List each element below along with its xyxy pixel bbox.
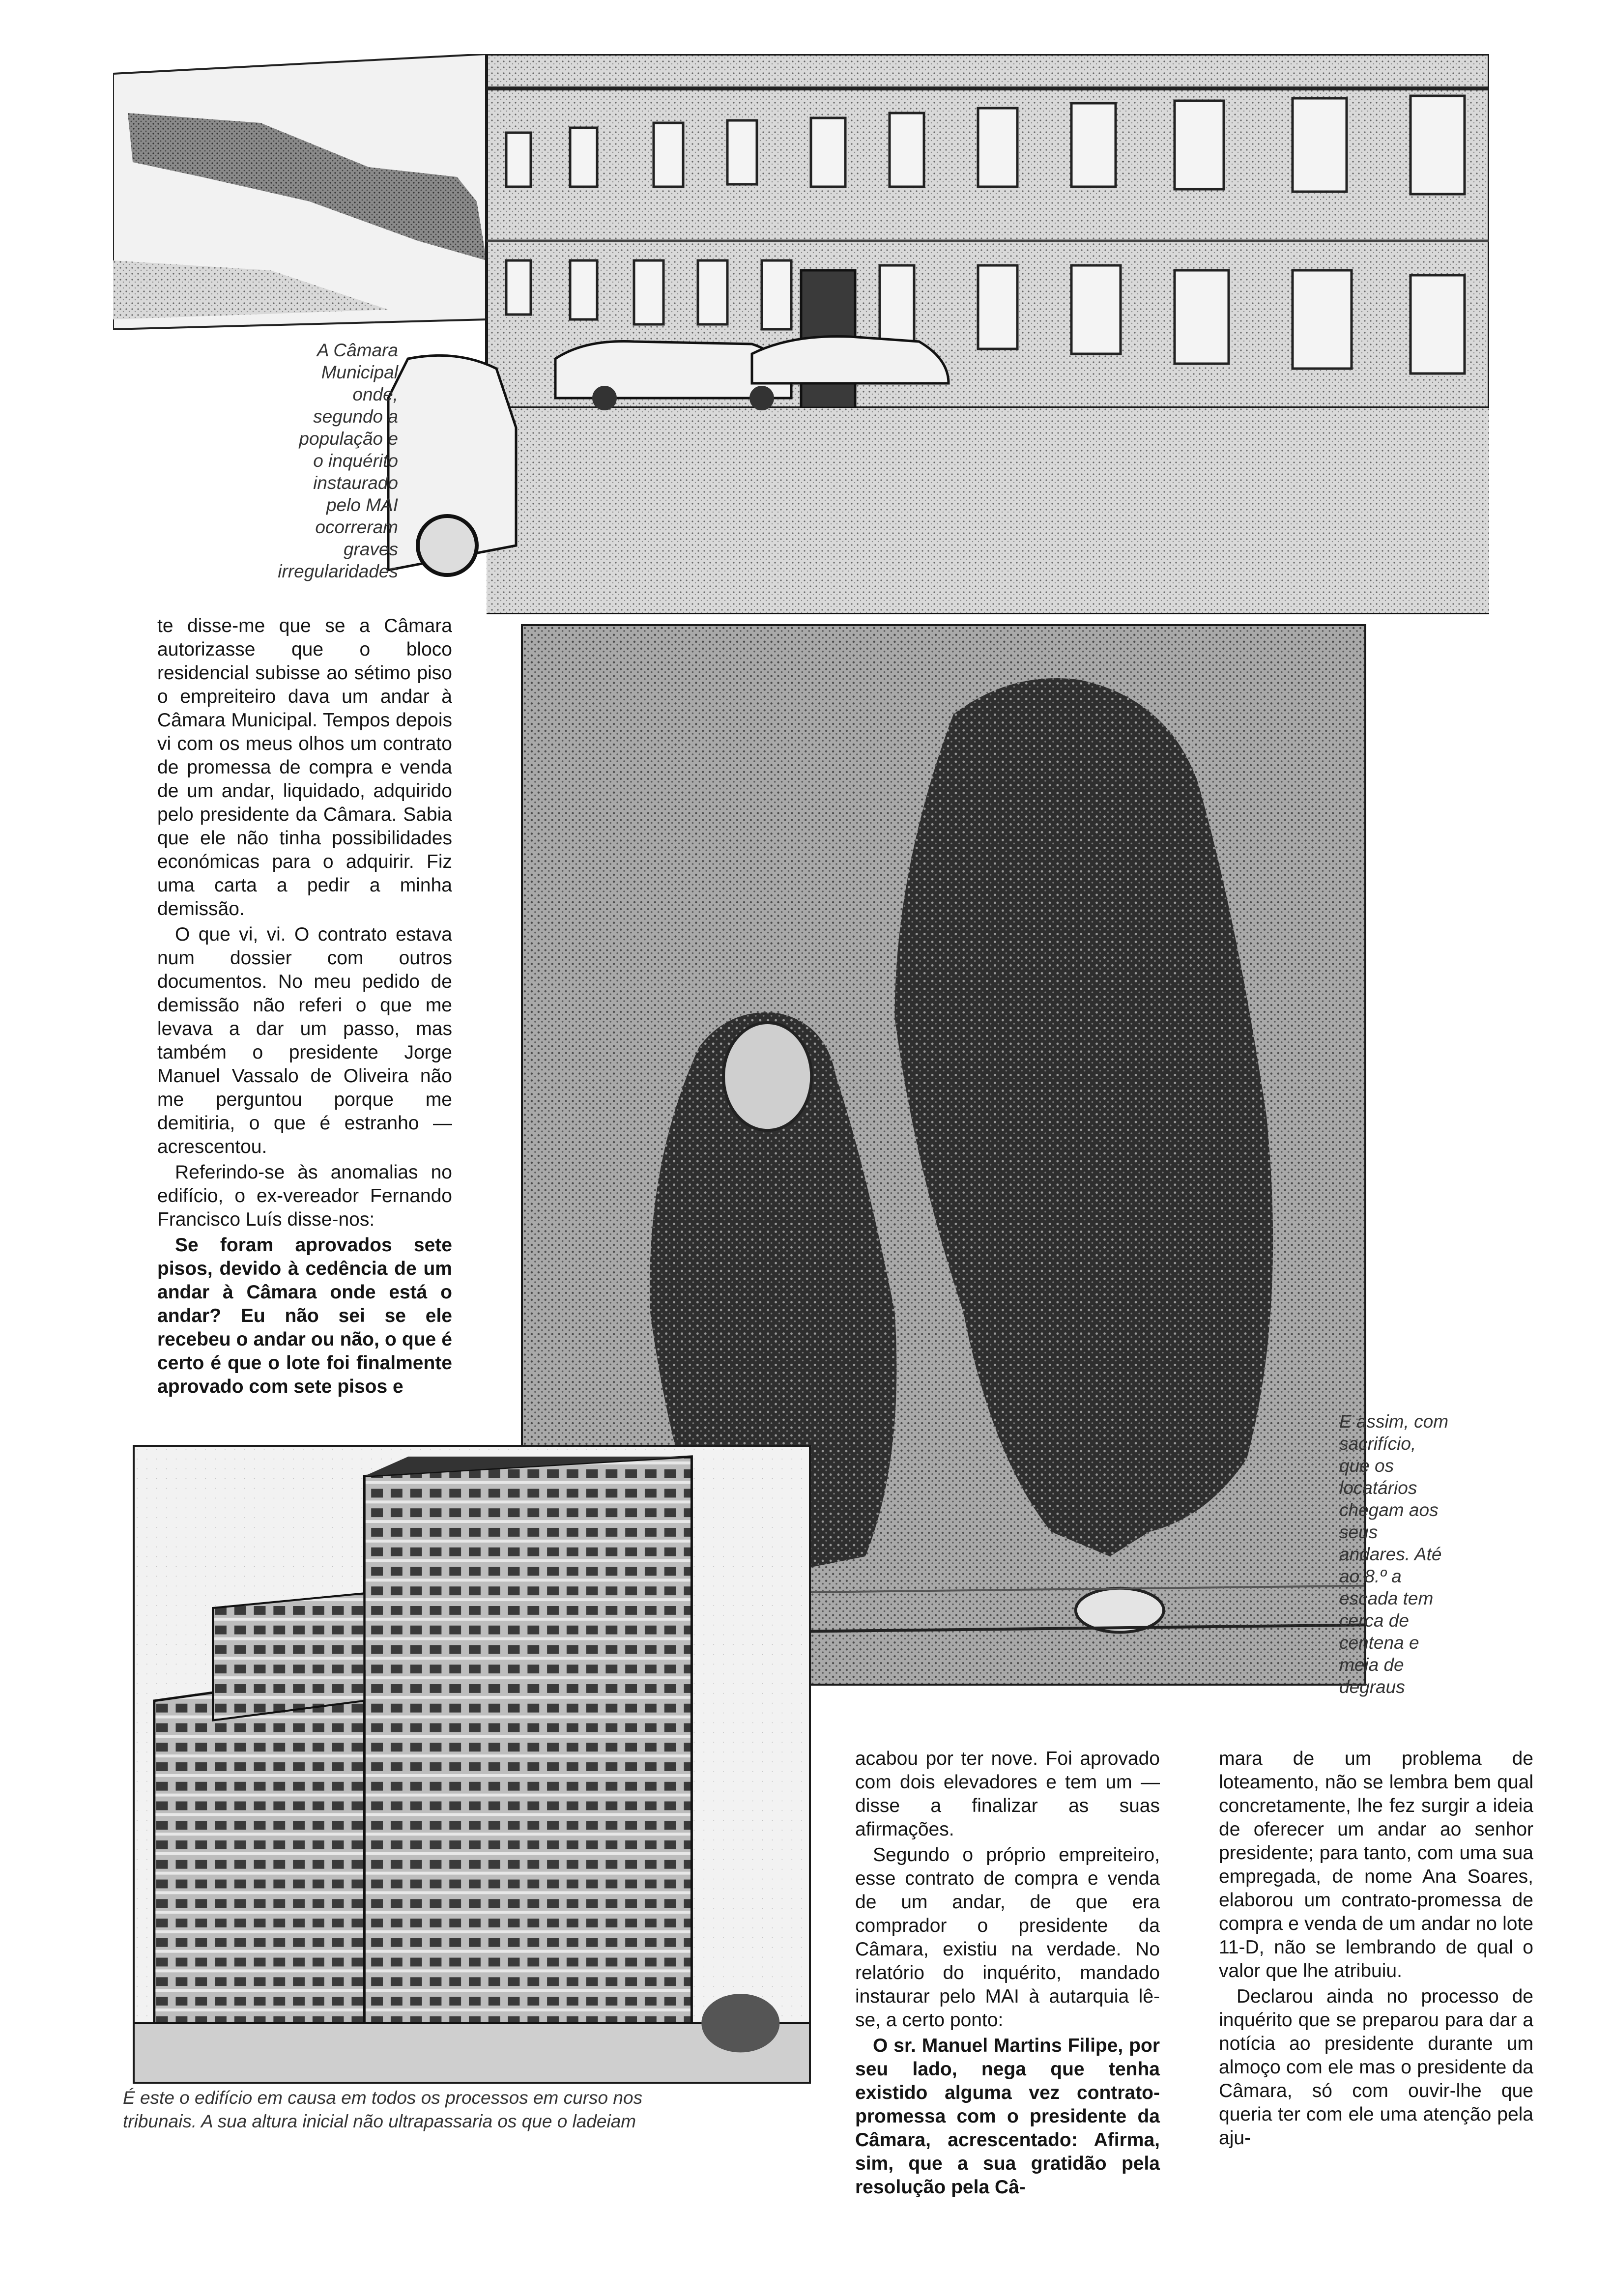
caption-line: população e <box>299 429 398 449</box>
caption-line: escada tem <box>1339 1588 1434 1608</box>
article-paragraph: Se foram aprovados sete pisos, devido à cedência de um andar à Câmara onde está o andar? Eu não sei se ele recebeu o andar ou não, o que é certo é que o lote foi finalmente aprovado com sete pisos e <box>157 1234 452 1397</box>
caption-line: locatários <box>1339 1478 1417 1498</box>
caption-line: degraus <box>1339 1677 1405 1697</box>
caption-line: tribunais. A sua altura inicial não ultrapassaria os que o ladeiam <box>123 2111 636 2131</box>
caption-line: sacrifício, <box>1339 1434 1416 1454</box>
caption-line: o inquérito <box>313 451 398 471</box>
building-image <box>135 1447 809 2082</box>
caption-line: que os <box>1339 1456 1394 1476</box>
article-paragraph: mara de um problema de loteamento, não se lembra bem qual concretamente, lhe fez surgir a ideia de oferecer um andar ao senhor presidente; para tanto, com uma sua empregada, de nome Ana Soares, elaborou um contrato-promessa de compra e venda de um andar no lote 11-D, não se lembrando de qual o valor que lhe atribuiu. <box>1219 1748 1533 1981</box>
caption-line: graves <box>343 539 398 559</box>
caption-line: É este o edifício em causa em todos os processos em curso nos <box>123 2088 643 2108</box>
article-paragraph: acabou por ter nove. Foi aprovado com dois elevadores e tem um — disse a finalizar as suas afirmações. <box>855 1748 1160 1840</box>
article-column-right <box>1219 1747 1533 2152</box>
article-paragraph: te disse-me que se a Câmara autorizasse que o bloco residencial subisse ao sétimo piso o empreiteiro dava um andar à Câmara Municipal. Tempos depois vi com os meus olhos um contrato de promessa de compra e venda de um andar, liquidado, adquirido pelo presidente da Câmara. Sabia que ele não tinha possibilidades económicas para o adquirir. Fiz uma carta a pedir a minha demissão. <box>157 615 452 919</box>
caption-line: andares. Até <box>1339 1544 1442 1564</box>
building-photo <box>133 1445 811 2084</box>
caption-line: pelo MAI <box>326 495 398 515</box>
building-caption <box>123 2086 811 2133</box>
caption-line: seus <box>1339 1522 1378 1542</box>
caption-line: E assim, com <box>1339 1411 1449 1432</box>
article-column-left <box>157 614 452 1401</box>
article-paragraph: Segundo o próprio empreiteiro, esse contrato de compra e venda de um andar, de que era comprador o presidente da Câmara, existiu na verdade. No relatório do inquérito, mandado instaurar pelo MAI à autarquia lê-se, a certo ponto: <box>855 1844 1160 2031</box>
caption-line: centena e <box>1339 1633 1419 1653</box>
caption-line: A Câmara <box>317 340 398 360</box>
caption-line: cerca de <box>1339 1610 1409 1631</box>
caption-line: ocorreram <box>315 517 398 537</box>
town-hall-caption <box>275 339 398 582</box>
caption-line: meia de <box>1339 1655 1404 1675</box>
article-paragraph: O sr. Manuel Martins Filipe, por seu lado, nega que tenha existido alguma vez contrato-promessa com o presidente da Câmara, acrescentado: Afirma, sim, que a sua gratidão pela resolução pela Câ- <box>855 2035 1160 2198</box>
article-paragraph: Referindo-se às anomalias no edifício, o ex-vereador Fernando Francisco Luís disse-nos: <box>157 1162 452 1230</box>
stairs-caption <box>1339 1410 1487 1698</box>
caption-line: irregularidades <box>278 561 398 581</box>
caption-line: instaurado <box>313 473 398 493</box>
caption-line: chegam aos <box>1339 1500 1439 1520</box>
caption-line: onde, <box>352 384 398 404</box>
article-paragraph: Declarou ainda no processo de inquérito que se preparou para dar a notícia ao presidente durante um almoço com ele mas o presidente da Câmara, só com ouvir-lhe que queria ter com ele uma atenção pela aju- <box>1219 1986 1533 2149</box>
article-paragraph: O que vi, vi. O contrato estava num dossier com outros documentos. No meu pedido de demissão não referi o que me levava a dar um passo, mas também o presidente Jorge Manuel Vassalo de Oliveira não me perguntou porque me demitiria, o que é estranho — acrescentou. <box>157 924 452 1157</box>
caption-line: ao 8.º a <box>1339 1566 1402 1586</box>
article-column-middle <box>855 1747 1160 2201</box>
caption-line: Municipal <box>321 362 398 382</box>
caption-line: segundo a <box>313 406 398 427</box>
